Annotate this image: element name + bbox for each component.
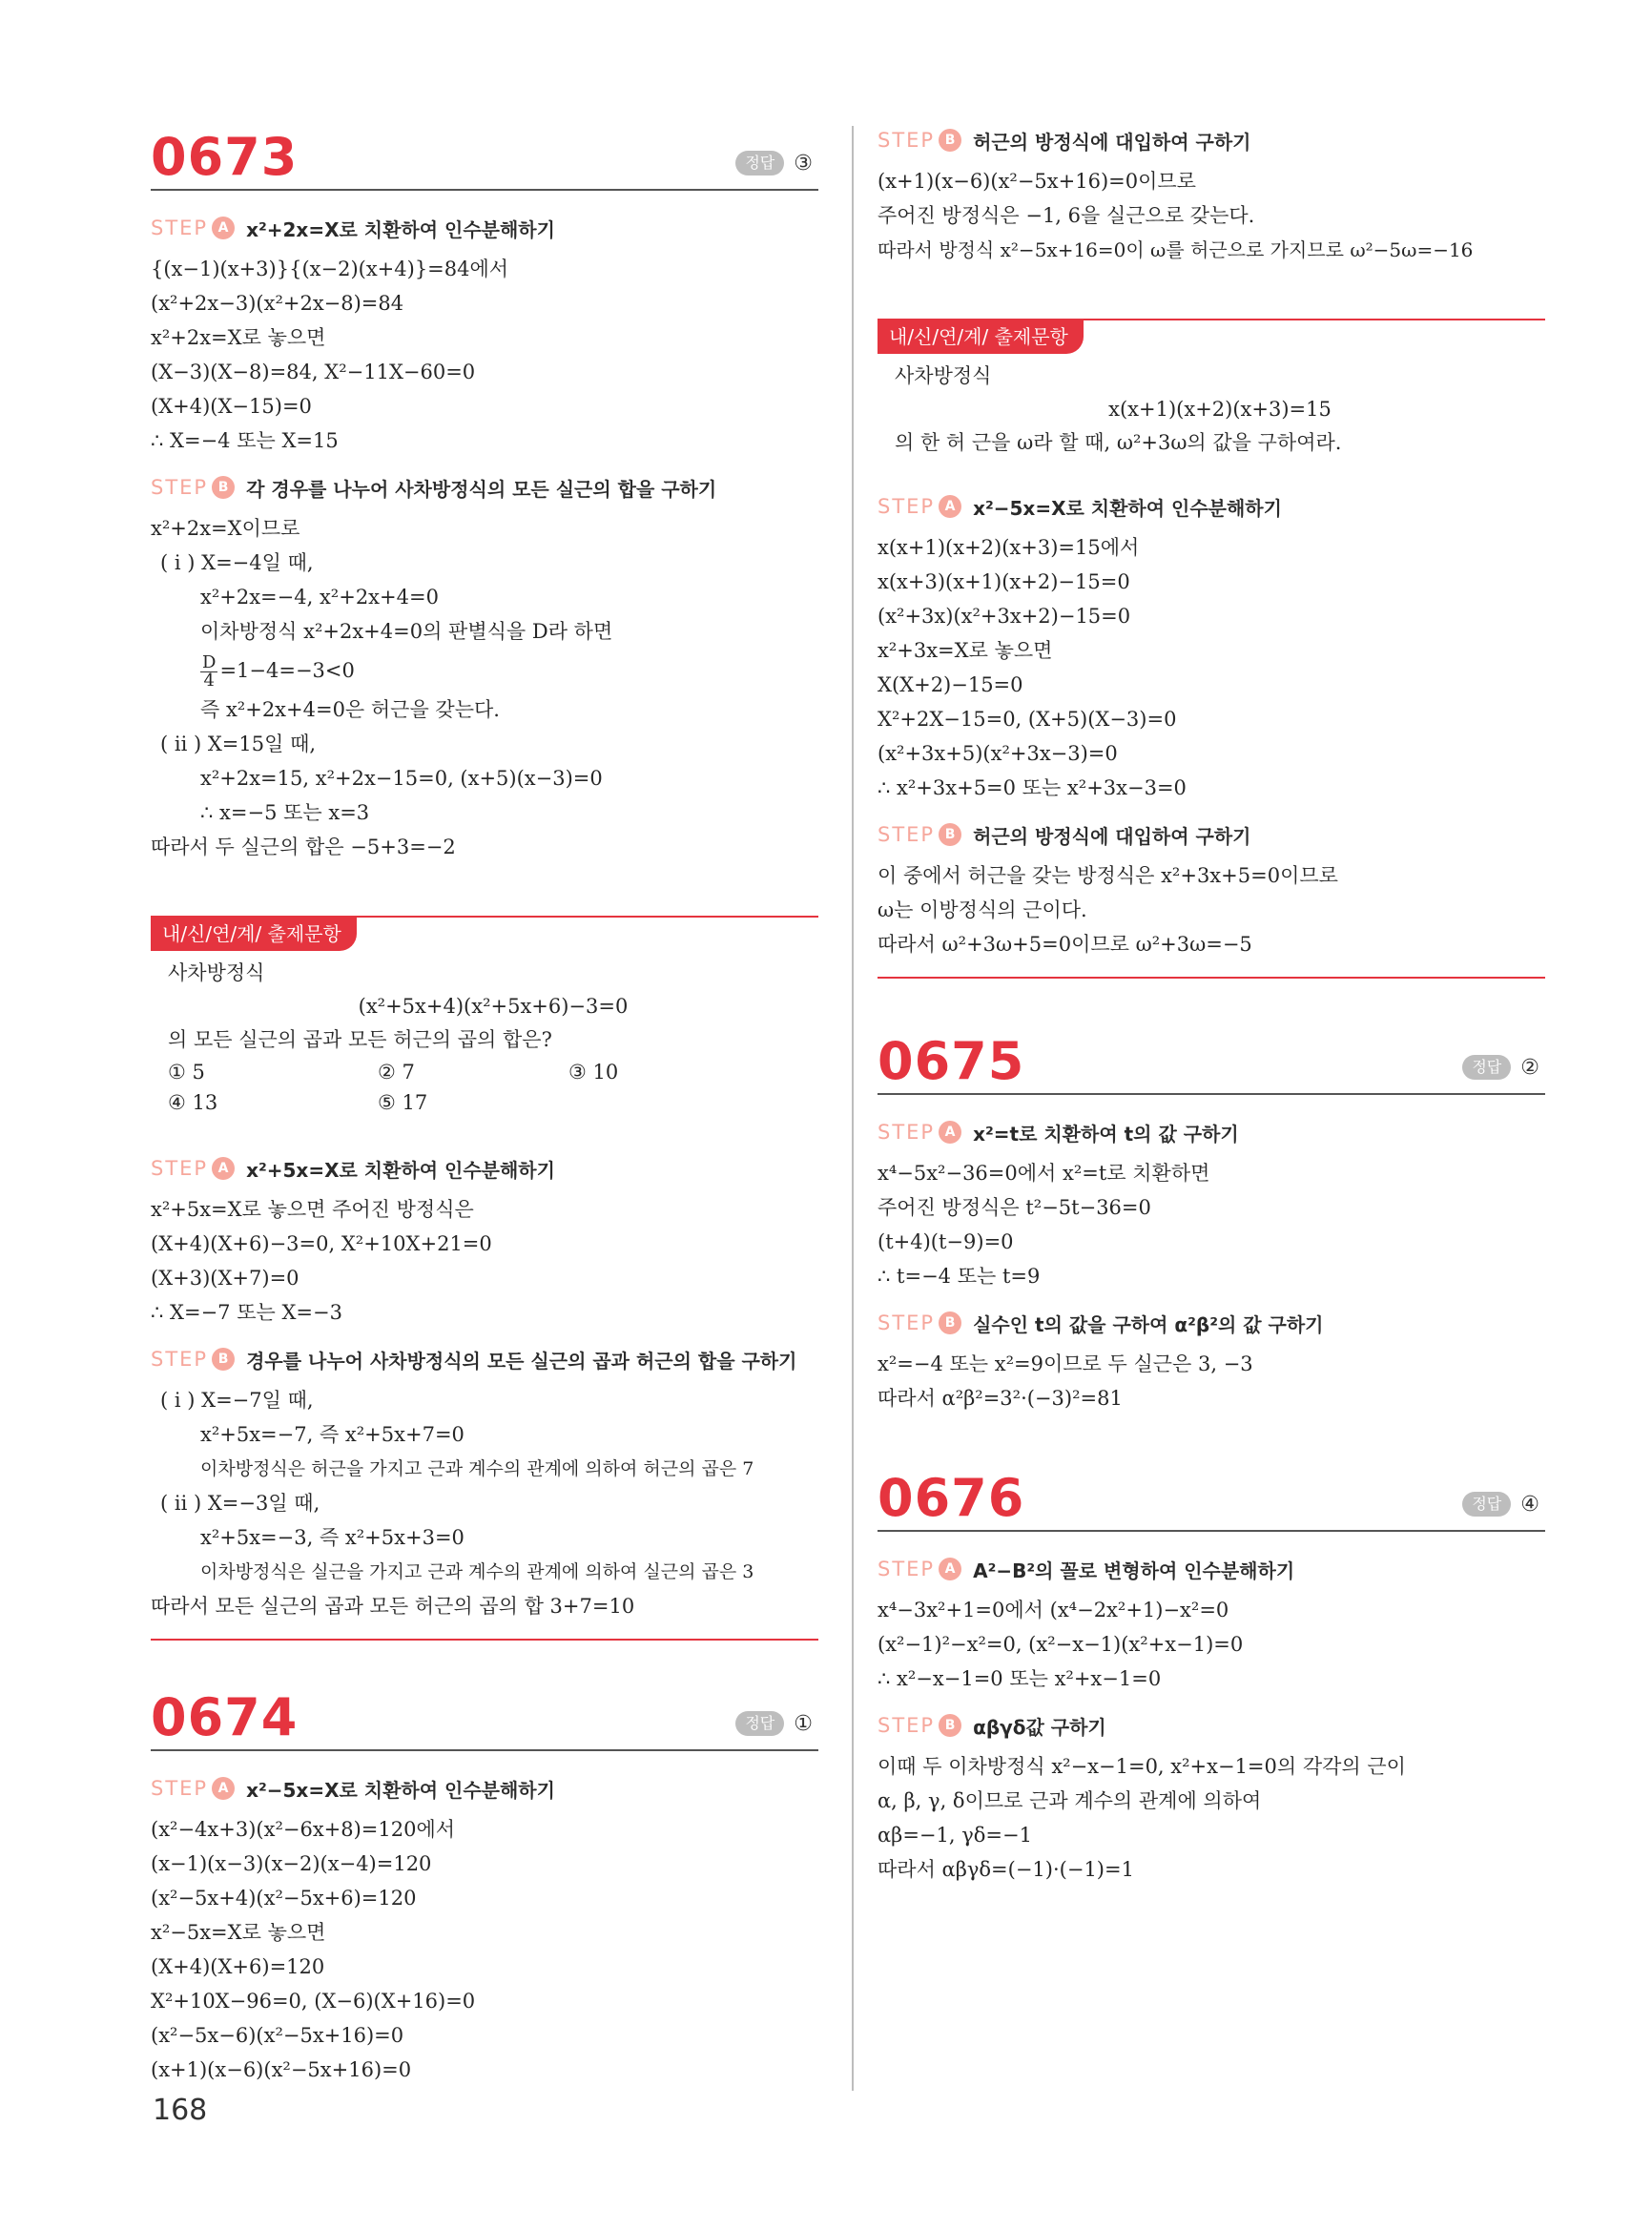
solution-line: (X−3)(X−8)=84, X²−11X−60=0 — [151, 361, 476, 383]
step-letter: B — [212, 476, 235, 499]
question-line: 사차방정식 — [168, 961, 265, 984]
naesin-question — [878, 359, 1545, 460]
solution-line: x²+5x=−3, 즉 x²+5x+3=0 — [200, 1526, 465, 1549]
problem-number: 0673 — [151, 127, 299, 187]
step-letter: B — [939, 1311, 961, 1334]
step-letter: B — [939, 1714, 961, 1737]
answer — [735, 151, 813, 176]
step-label: STEP — [878, 129, 936, 152]
answer — [735, 1711, 813, 1736]
naesin-badge: 내/신/연/계/ 출제문항 — [151, 918, 357, 951]
solution-line: ( i ) X=−4일 때, — [160, 551, 314, 574]
solution-line: X²+10X−96=0, (X−6)(X+16)=0 — [151, 1990, 476, 2013]
solution-line: x²+3x=X로 놓으면 — [878, 639, 1053, 662]
naesin-header — [151, 912, 818, 950]
choice-item: ② 7 — [378, 1061, 415, 1084]
step-label: STEP — [151, 217, 209, 239]
answer — [1462, 1055, 1539, 1080]
step-letter: A — [939, 495, 961, 518]
step-letter: B — [939, 823, 961, 846]
solution-line: (X+4)(X+6)=120 — [151, 1955, 325, 1978]
naesin-header — [878, 315, 1545, 353]
solution-line: (x²+3x)(x²+3x+2)−15=0 — [878, 605, 1131, 628]
solution-line: 따라서 방정식 x²−5x+16=0이 ω를 허근으로 가지므로 ω²−5ω=−16 — [878, 238, 1474, 261]
problem-number: 0674 — [151, 1687, 299, 1747]
step-title: αβγδ값 구하기 — [973, 1715, 1106, 1739]
step-title: 허근의 방정식에 대입하여 구하기 — [973, 824, 1251, 848]
solution-line: x²+5x=−7, 즉 x²+5x+7=0 — [200, 1423, 465, 1446]
solution-line: X(X+2)−15=0 — [878, 673, 1023, 696]
step-heading — [878, 490, 1545, 523]
solution-line: αβ=−1, γδ=−1 — [878, 1824, 1032, 1847]
solution-line: {(x−1)(x+3)}{(x−2)(x+4)}=84에서 — [151, 258, 509, 280]
answer-badge: 정답 — [1462, 1492, 1511, 1517]
choice-item: ⑤ 17 — [378, 1091, 428, 1114]
problem-number: 0676 — [878, 1468, 1025, 1528]
solution-line: ( ii ) X=15일 때, — [160, 733, 317, 755]
naesin-section — [878, 315, 1545, 979]
solution-line: 따라서 αβγδ=(−1)·(−1)=1 — [878, 1858, 1134, 1881]
step-label: STEP — [878, 495, 936, 518]
solution-line: 이차방정식 x²+2x+4=0의 판별식을 D라 하면 — [200, 620, 613, 643]
solution-line: x²−5x=X로 놓으면 — [151, 1921, 326, 1944]
step-letter: B — [939, 129, 961, 152]
solution-line: (x²−5x−6)(x²−5x+16)=0 — [151, 2024, 404, 2047]
answer-value: ③ — [794, 151, 813, 176]
solution-line: x²+2x=−4, x²+2x+4=0 — [200, 586, 439, 609]
answer-value: ① — [794, 1711, 813, 1736]
step-heading — [151, 1343, 818, 1375]
solution-line: (x²−4x+3)(x²−6x+8)=120에서 — [151, 1818, 456, 1841]
solution-line: x(x+3)(x+1)(x+2)−15=0 — [878, 570, 1130, 593]
solution-line: x²+5x=X로 놓으면 주어진 방정식은 — [151, 1198, 474, 1221]
problem-header — [878, 1017, 1545, 1095]
step-label: STEP — [151, 1777, 209, 1800]
solution-line: (x²−1)²−x²=0, (x²−x−1)(x²+x−1)=0 — [878, 1633, 1244, 1656]
solution-line: ∴ x²−x−1=0 또는 x²+x−1=0 — [878, 1667, 1162, 1690]
choice-list — [168, 1057, 818, 1118]
step-title: A²−B²의 꼴로 변형하여 인수분해하기 — [973, 1559, 1295, 1582]
step-label: STEP — [878, 823, 936, 846]
solution-line: 이 중에서 허근을 갖는 방정식은 x²+3x+5=0이므로 — [878, 864, 1338, 887]
problem-0675 — [878, 1017, 1545, 1415]
solution-line: ω는 이방정식의 근이다. — [878, 898, 1087, 921]
step-heading — [878, 124, 1545, 156]
solution-line: ( i ) X=−7일 때, — [160, 1389, 314, 1412]
step-title: 각 경우를 나누어 사차방정식의 모든 실근의 합을 구하기 — [246, 477, 717, 501]
naesin-badge: 내/신/연/계/ 출제문항 — [878, 320, 1084, 354]
solution-line: ∴ X=−7 또는 X=−3 — [151, 1301, 342, 1324]
solution-line: (x+1)(x−6)(x²−5x+16)=0 — [151, 2058, 412, 2081]
solution-line: 주어진 방정식은 t²−5t−36=0 — [878, 1196, 1151, 1219]
answer-value: ② — [1520, 1055, 1539, 1080]
step-title: 허근의 방정식에 대입하여 구하기 — [973, 130, 1251, 154]
naesin-question — [151, 956, 818, 1118]
naesin-section — [151, 912, 818, 1641]
right-column — [878, 124, 1545, 1887]
solution-line: 따라서 ω²+3ω+5=0이므로 ω²+3ω=−5 — [878, 933, 1252, 956]
solution-line: (x²−5x+4)(x²−5x+6)=120 — [151, 1887, 417, 1910]
question-line: 사차방정식 — [895, 364, 992, 387]
solution-line: (x+1)(x−6)(x²−5x+16)=0이므로 — [878, 170, 1196, 193]
problem-number: 0675 — [878, 1031, 1025, 1091]
step-label: STEP — [151, 476, 209, 499]
answer-badge: 정답 — [735, 151, 784, 176]
solution-line: ( ii ) X=−3일 때, — [160, 1492, 320, 1515]
solution-line: 따라서 모든 실근의 곱과 모든 허근의 곱의 합 3+7=10 — [151, 1595, 635, 1618]
problem-header — [878, 1454, 1545, 1532]
step-title: 실수인 t의 값을 구하여 α²β²의 값 구하기 — [973, 1312, 1324, 1336]
fraction — [200, 654, 217, 690]
solution-line: 따라서 두 실근의 합은 −5+3=−2 — [151, 836, 456, 858]
solution-line: (t+4)(t−9)=0 — [878, 1230, 1014, 1253]
column-divider — [852, 126, 854, 2091]
step-heading — [151, 471, 818, 504]
fraction-denominator: 4 — [203, 671, 215, 691]
step-heading — [878, 1116, 1545, 1148]
step-title: x²=t로 치환하여 t의 값 구하기 — [973, 1122, 1239, 1146]
solution-line: 주어진 방정식은 −1, 6을 실근으로 갖는다. — [878, 204, 1255, 227]
solution-line: 이차방정식은 실근을 가지고 근과 계수의 관계에 의하여 실근의 곱은 3 — [200, 1561, 754, 1582]
step-letter: A — [212, 217, 235, 239]
solution-line: 이때 두 이차방정식 x²−x−1=0, x²+x−1=0의 각각의 근이 — [878, 1755, 1406, 1778]
problem-0676 — [878, 1454, 1545, 1887]
section-end-rule — [151, 1639, 818, 1641]
fraction-line — [151, 649, 818, 692]
problem-header — [151, 113, 818, 191]
solution-line: x⁴−5x²−36=0에서 x²=t로 치환하면 — [878, 1162, 1210, 1185]
solution-line: x²+2x=15, x²+2x−15=0, (x+5)(x−3)=0 — [200, 767, 603, 790]
solution-line: 즉 x²+2x+4=0은 허근을 갖는다. — [200, 698, 500, 721]
problem-0674 — [151, 1673, 818, 2087]
solution-line: x²+2x=X이므로 — [151, 517, 300, 540]
step-label: STEP — [151, 1157, 209, 1180]
choice-item: ④ 13 — [168, 1091, 218, 1114]
solution-line: ∴ x=−5 또는 x=3 — [200, 801, 370, 824]
step-letter: A — [939, 1558, 961, 1580]
answer — [1462, 1492, 1539, 1517]
solution-line: x²=−4 또는 x²=9이므로 두 실근은 3, −3 — [878, 1352, 1253, 1375]
question-equation: x(x+1)(x+2)(x+3)=15 — [1108, 398, 1332, 421]
step-label: STEP — [878, 1558, 936, 1580]
solution-line: (x²+3x+5)(x²+3x−3)=0 — [878, 742, 1118, 765]
solution-line: (x−1)(x−3)(x−2)(x−4)=120 — [151, 1852, 432, 1875]
solution-line: x(x+1)(x+2)(x+3)=15에서 — [878, 536, 1140, 559]
step-title: 경우를 나누어 사차방정식의 모든 실근의 곱과 허근의 합을 구하기 — [246, 1349, 797, 1373]
solution-line: (X+4)(X−15)=0 — [151, 395, 312, 418]
step-heading — [151, 212, 818, 244]
step-letter: A — [939, 1121, 961, 1144]
step-heading — [151, 1772, 818, 1805]
problem-header — [151, 1673, 818, 1751]
step-heading — [878, 1307, 1545, 1339]
solution-line: x⁴−3x²+1=0에서 (x⁴−2x²+1)−x²=0 — [878, 1599, 1229, 1621]
fraction-numerator: D — [202, 652, 217, 672]
solution-line: 따라서 α²β²=3²·(−3)²=81 — [878, 1387, 1123, 1410]
step-heading — [151, 1152, 818, 1185]
solution-line: (X+3)(X+7)=0 — [151, 1267, 299, 1290]
solution-line: (X+4)(X+6)−3=0, X²+10X+21=0 — [151, 1232, 492, 1255]
left-column — [151, 113, 818, 2087]
answer-badge: 정답 — [735, 1711, 784, 1736]
question-line: 의 모든 실근의 곱과 모든 허근의 곱의 합은? — [168, 1028, 552, 1051]
step-label: STEP — [878, 1714, 936, 1737]
solution-line: ∴ X=−4 또는 X=15 — [151, 429, 339, 452]
step-heading — [878, 818, 1545, 851]
step-label: STEP — [878, 1121, 936, 1144]
solution-line: x²+2x=X로 놓으면 — [151, 326, 326, 349]
choice-item: ③ 10 — [568, 1061, 619, 1084]
choice-item: ① 5 — [168, 1061, 205, 1084]
step-letter: B — [212, 1348, 235, 1371]
solution-line: ∴ t=−4 또는 t=9 — [878, 1265, 1041, 1288]
step-heading — [878, 1709, 1545, 1742]
question-line: 의 한 허 근을 ω라 할 때, ω²+3ω의 값을 구하여라. — [895, 431, 1342, 454]
solution-line: X²+2X−15=0, (X+5)(X−3)=0 — [878, 708, 1177, 731]
solution-line: ∴ x²+3x+5=0 또는 x²+3x−3=0 — [878, 776, 1187, 799]
step-label: STEP — [151, 1348, 209, 1371]
step-letter: A — [212, 1157, 235, 1180]
step-title: x²+2x=X로 치환하여 인수분해하기 — [246, 217, 555, 241]
page-number: 168 — [153, 2094, 208, 2127]
problem-0674-continued — [878, 124, 1545, 267]
answer-badge: 정답 — [1462, 1055, 1511, 1080]
answer-value: ④ — [1520, 1492, 1539, 1517]
step-letter: A — [212, 1777, 235, 1800]
solution-line: α, β, γ, δ이므로 근과 계수의 관계에 의하여 — [878, 1789, 1262, 1812]
step-heading — [878, 1553, 1545, 1585]
step-title: x²−5x=X로 치환하여 인수분해하기 — [246, 1778, 555, 1802]
step-title: x²−5x=X로 치환하여 인수분해하기 — [973, 496, 1282, 520]
question-equation: (x²+5x+4)(x²+5x+6)−3=0 — [358, 995, 629, 1018]
solution-line: 이차방정식은 허근을 가지고 근과 계수의 관계에 의하여 허근의 곱은 7 — [200, 1458, 754, 1479]
problem-0673 — [151, 113, 818, 864]
section-end-rule — [878, 977, 1545, 979]
step-title: x²+5x=X로 치환하여 인수분해하기 — [246, 1158, 555, 1182]
solution-line: (x²+2x−3)(x²+2x−8)=84 — [151, 292, 404, 315]
step-label: STEP — [878, 1311, 936, 1334]
fraction-rest: =1−4=−3<0 — [219, 659, 355, 682]
